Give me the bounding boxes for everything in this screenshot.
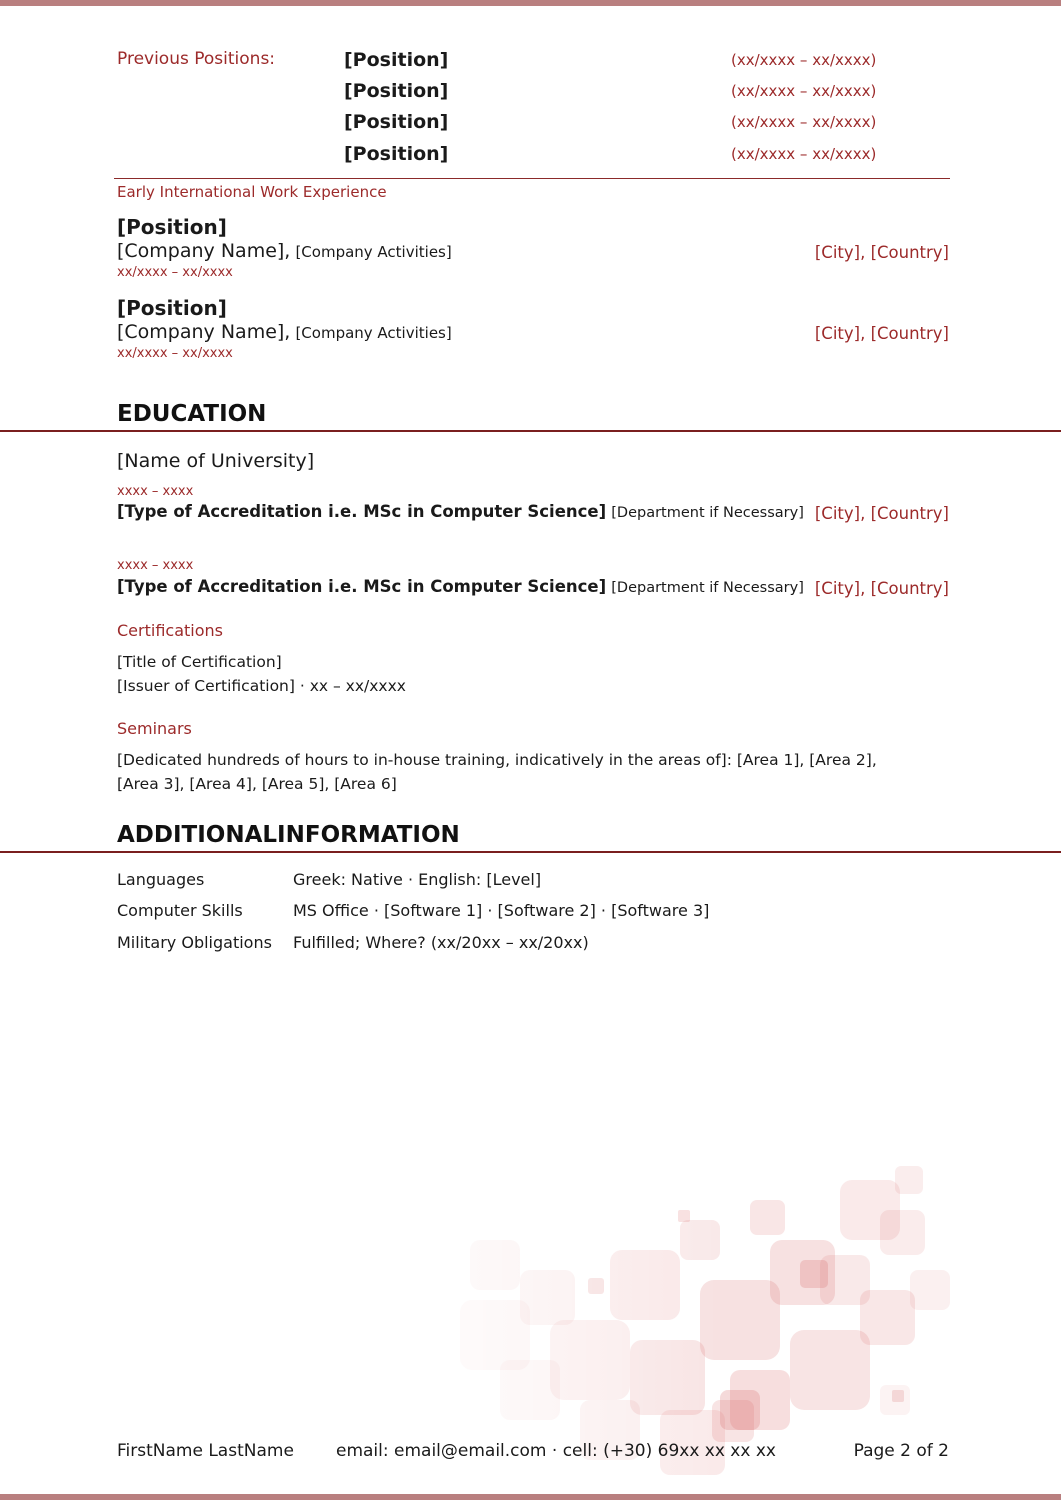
info-label-military: Military Obligations [117,933,272,952]
certification-issuer: [Issuer of Certification] · xx – xx/xxxx [117,677,406,695]
degree-location: [City], [Country] [814,579,949,598]
company-line [117,321,452,343]
company-name: [Company Name], [117,240,291,262]
additional-info-rule [0,851,1061,853]
previous-positions-label: Previous Positions: [117,49,276,69]
previous-position-dates: (xx/xxxx – xx/xxxx) [731,82,877,100]
previous-position: [Position] [344,143,449,165]
degree-years: xxxx – xxxx [117,484,194,499]
degree-department: [Department if Necessary] [611,580,804,596]
section-divider [114,178,950,179]
seminars-text-line1: [Dedicated hundreds of hours to in-house training, indicatively in the areas of]: [Area 1], [Area 2], [117,751,877,769]
job-dates: xx/xxxx – xx/xxxx [117,265,233,280]
university-name: [Name of University] [117,450,315,472]
company-activities: [Company Activities] [295,243,452,261]
seminars-label: Seminars [117,719,192,738]
degree-line [117,502,804,521]
previous-position: [Position] [344,80,449,102]
education-rule [0,430,1061,432]
bottom-border [0,1494,1061,1500]
footer-name: FirstName LastName [117,1441,294,1461]
job-location: [City], [Country] [814,243,949,262]
job-location: [City], [Country] [814,324,949,343]
previous-position: [Position] [344,49,449,71]
previous-position-dates: (xx/xxxx – xx/xxxx) [731,113,877,131]
previous-position-dates: (xx/xxxx – xx/xxxx) [731,145,877,163]
company-line [117,240,452,262]
info-value-computer-skills: MS Office · [Software 1] · [Software 2] · [Software 3] [293,901,710,920]
degree-location: [City], [Country] [814,504,949,523]
degree-department: [Department if Necessary] [611,505,804,521]
degree-title: [Type of Accreditation i.e. MSc in Computer Science] [117,577,607,596]
degree-years: xxxx – xxxx [117,558,194,573]
additional-info-heading: ADDITIONALINFORMATION [117,822,460,848]
education-heading: EDUCATION [117,401,267,427]
info-value-languages: Greek: Native · English: [Level] [293,870,542,889]
seminars-text-line2: [Area 3], [Area 4], [Area 5], [Area 6] [117,775,397,793]
company-activities: [Company Activities] [295,324,452,342]
job-dates: xx/xxxx – xx/xxxx [117,346,233,361]
previous-position: [Position] [344,111,449,133]
info-label-languages: Languages [117,870,205,889]
job-position: [Position] [117,215,227,239]
job-position: [Position] [117,296,227,320]
company-name: [Company Name], [117,321,291,343]
degree-line [117,577,804,596]
info-value-military: Fulfilled; Where? (xx/20xx – xx/20xx) [293,933,589,952]
top-border [0,0,1061,6]
certifications-label: Certifications [117,621,223,640]
footer-page-number: Page 2 of 2 [853,1441,949,1461]
previous-position-dates: (xx/xxxx – xx/xxxx) [731,51,877,69]
certification-title: [Title of Certification] [117,653,282,671]
early-experience-label: Early International Work Experience [117,183,387,201]
footer-contact: email: email@email.com · cell: (+30) 69xx xx xx xx [336,1441,776,1461]
info-label-computer-skills: Computer Skills [117,901,243,920]
degree-title: [Type of Accreditation i.e. MSc in Computer Science] [117,502,607,521]
